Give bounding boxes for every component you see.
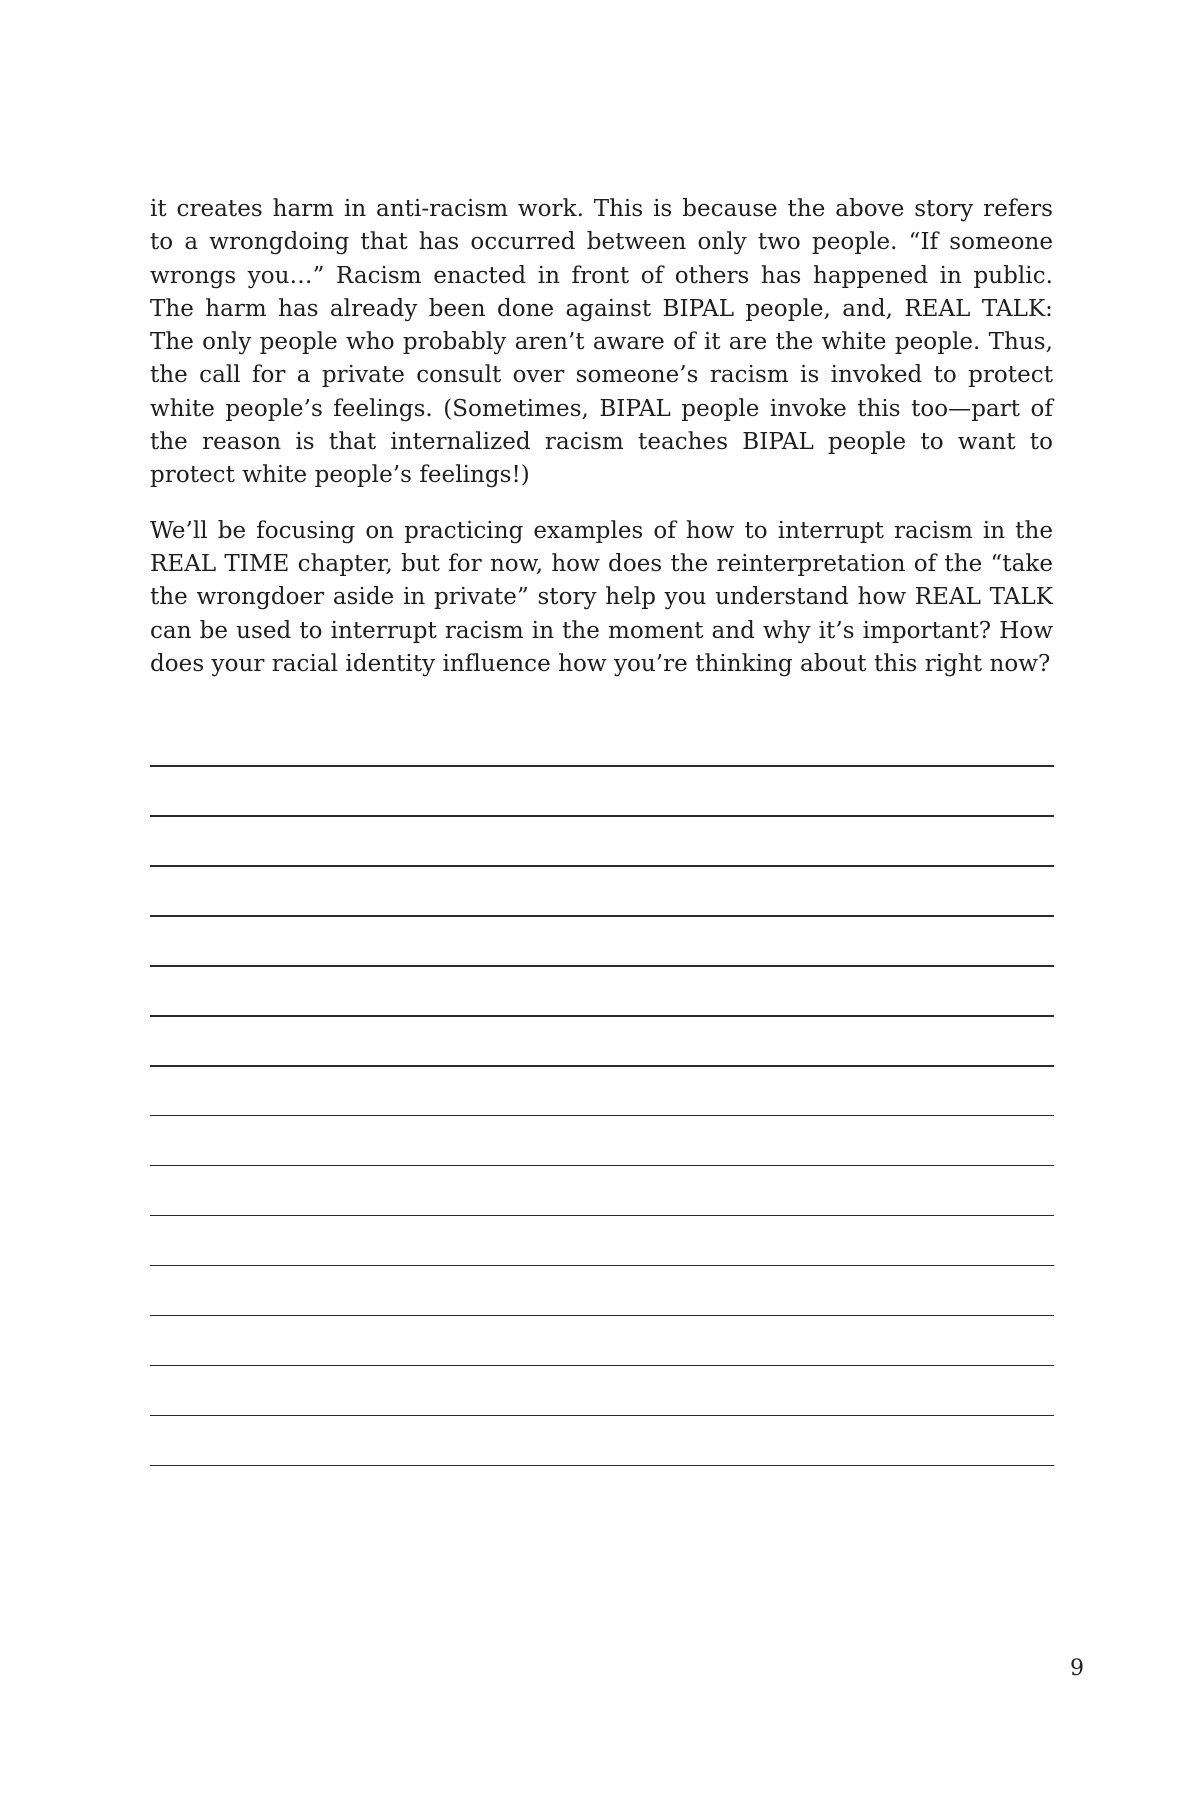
paragraph-reflection-prompt: We’ll be focusing on practicing examples of how to interrupt racism in the REAL TIME chapter, but for now, how does the reinterpretation of the “take the wrongdoer aside in private” story help you understand how REAL TALK can be used to interrupt racism in the moment and why it’s important? How does your racial identity influence how you’re thinking about this right now? (150, 517, 1053, 677)
writing-line[interactable] (150, 1065, 1054, 1067)
writing-line[interactable] (150, 765, 1054, 767)
writing-line[interactable] (150, 1165, 1054, 1167)
writing-line[interactable] (150, 1465, 1054, 1467)
paragraph-harm-explanation: it creates harm in anti-racism work. This is because the above story refers to a wrongdoing that has occurred between only two people. “If someone wrongs you…” Racism enacted in front of others has happened in public. The harm has already been done against BIPAL people, and, REAL TALK: The only people who probably aren’t aware of it are the white people. Thus, the call for a private consult over someone’s racism is invoked to protect white people’s feelings. (Sometimes, BIPAL people invoke this too—part of the reason is that internalized racism teaches BIPAL people to want to protect white people’s feelings!) (150, 196, 1053, 489)
writing-line[interactable] (150, 1215, 1054, 1217)
writing-line[interactable] (150, 815, 1054, 817)
writing-line[interactable] (150, 915, 1054, 917)
page-number: 9 (1070, 1656, 1084, 1681)
writing-line[interactable] (150, 1015, 1054, 1017)
writing-line[interactable] (150, 1265, 1054, 1267)
writing-lines-area[interactable] (150, 765, 1054, 1515)
writing-line[interactable] (150, 1365, 1054, 1367)
writing-line[interactable] (150, 965, 1054, 967)
writing-line[interactable] (150, 1415, 1054, 1417)
body-text (150, 193, 1053, 703)
writing-line[interactable] (150, 1315, 1054, 1317)
writing-line[interactable] (150, 1115, 1054, 1117)
writing-line[interactable] (150, 865, 1054, 867)
